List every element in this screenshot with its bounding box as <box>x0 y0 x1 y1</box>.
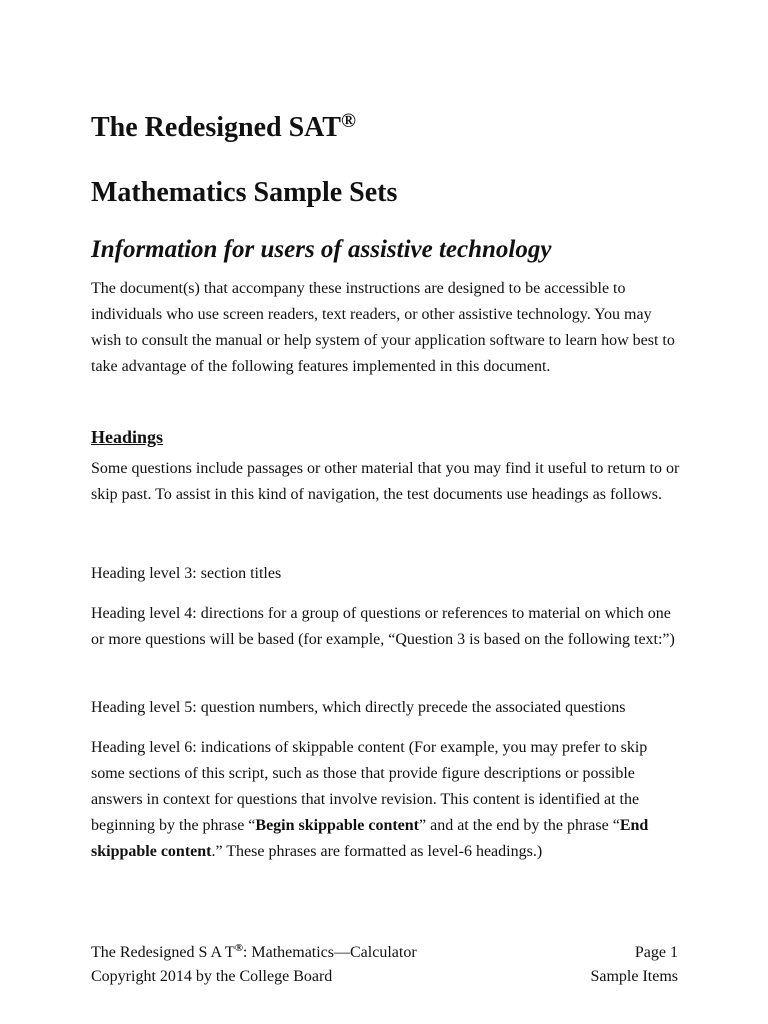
footer-right <box>590 941 678 989</box>
footer-title-prefix: The Redesigned S A T <box>91 944 235 961</box>
heading-level-3-paragraph: Heading level 3: section titles <box>91 565 282 582</box>
headings-intro-paragraph: Some questions include passages or other material that you may find it useful to return to or skip past. To assist in this kind of navigation, the test documents use headings as follows. <box>91 460 680 503</box>
registered-mark: ® <box>340 110 356 132</box>
level6-text-part3: .” These phrases are formatted as level-6 headings.) <box>211 843 543 860</box>
heading-level-6-paragraph <box>91 735 681 865</box>
footer-left <box>91 941 511 989</box>
intro-paragraph: The document(s) that accompany these instructions are designed to be accessible to individuals who use screen readers, text readers, or other assistive technology. You may wish to consult the manual or help system of your application software to learn how best to take advantage of the following features implemented in this document. <box>91 280 675 375</box>
document-title <box>91 112 356 144</box>
info-heading: Information for users of assistive technology <box>91 236 552 263</box>
footer-section-label: Sample Items <box>590 968 678 985</box>
footer-document-title <box>91 941 511 965</box>
footer-page-number: Page 1 <box>634 944 678 961</box>
headings-section-title: Headings <box>91 427 164 447</box>
begin-skippable-phrase: Begin skippable content <box>255 817 419 834</box>
level6-text-part1: Heading level 6: indications of skippable content (For example, you may prefer to skip some sections of this script, such as those that provide figure descriptions or possible answers in context for questions that involve revision. This content is identified at the beginning by the phrase “ <box>91 739 648 834</box>
footer-registered-mark: ® <box>234 942 243 954</box>
end-skippable-phrase: End skippable content <box>91 817 649 860</box>
level6-text-part2: ” and at the end by the phrase “ <box>419 817 620 834</box>
heading-level-5-paragraph: Heading level 5: question numbers, which directly precede the associated questions <box>91 699 626 716</box>
document-subtitle: Mathematics Sample Sets <box>91 177 398 208</box>
title-text: The Redesigned SAT <box>91 112 341 143</box>
heading-level-4-paragraph: Heading level 4: directions for a group of questions or references to material on which one or more questions will be based (for example, “Question 3 is based on the following text:”) <box>91 605 675 648</box>
footer-copyright: Copyright 2014 by the College Board <box>91 968 333 985</box>
footer-title-suffix: : Mathematics—Calculator <box>242 944 417 961</box>
